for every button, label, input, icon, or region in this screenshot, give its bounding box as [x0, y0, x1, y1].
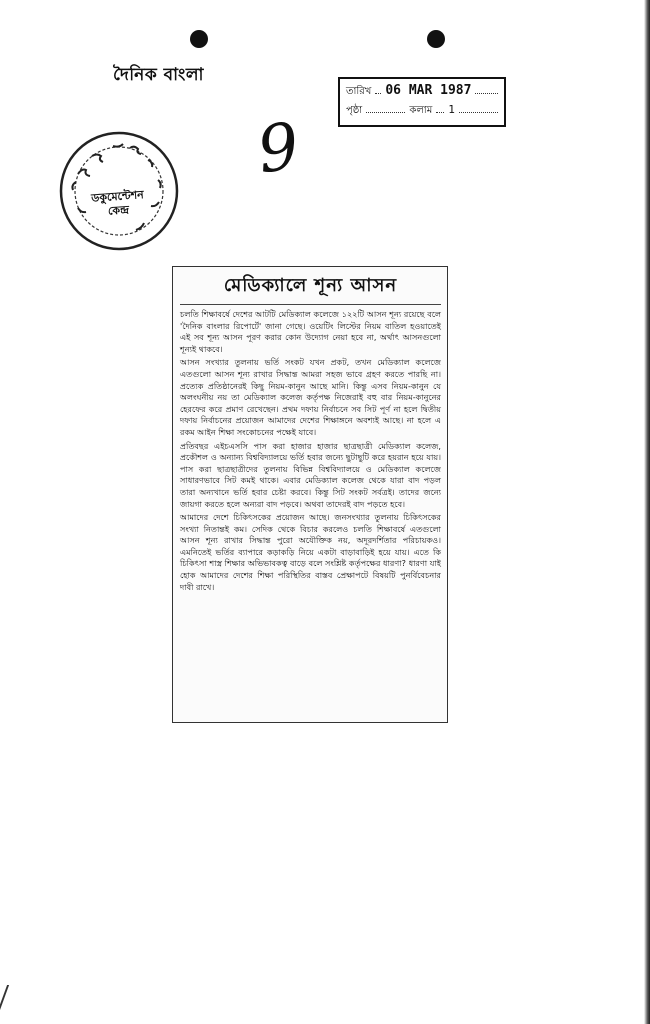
date-label: তারিখ [346, 86, 372, 97]
punch-hole-right [427, 30, 445, 48]
punch-hole-left [190, 30, 208, 48]
seal-text-line2: কেন্দ্র [107, 203, 130, 218]
date-value: 06 MAR 1987 [385, 83, 472, 98]
seal-text [81, 188, 155, 221]
scan-edge-shadow [644, 0, 650, 1024]
article-paragraph: আমাদের দেশে চিকিৎসকের প্রয়োজন আছে। জনসংখ্যার তুলনায় চিকিৎসকের সংখ্যা নিতান্তই কম। সেদিক থেকে বিচার করলেও চলতি শিক্ষাবর্ষে এতগুলো আসন শূন্য রাখার সিদ্ধান্ত পুরো অযৌক্তিক নয়, অদূরদর্শিতার পরিচায়কও। এমনিতেই ভর্তির ব্যাপারে কড়াকড়ি নিয়ে একটা বাড়াবাড়িই হয়ে যায়। এতে কি চিকিৎসা শাস্ত্র শিক্ষার অভিভাবকত্ব বাড়ে বলে সংশ্লিষ্ট কর্তৃপক্ষের ধারণা? ধারণা যাই হোক আমাদের দেশের শিক্ষা পরিস্থিতির বাস্তব প্রেক্ষাপটে বিষয়টি পুনর্বিবেচনার দাবী রাখে। [180, 512, 441, 592]
scan-edge-mark [0, 985, 19, 1024]
newspaper-clipping [172, 266, 448, 723]
newspaper-name: দৈনিক বাংলা [113, 65, 204, 85]
date-box [338, 77, 506, 127]
handwritten-number: 9 [253, 109, 304, 189]
column-value: 1 [448, 103, 455, 116]
seal-text-line1: ডকুমেন্টেশন [90, 188, 145, 205]
page-label: পৃষ্ঠা [346, 105, 363, 116]
article-paragraph: আসন সংখ্যার তুলনায় ভর্তি সংকট যখন প্রকট, তখন মেডিক্যাল কলেজে এতগুলো আসন শূন্য রাখার সিদ্ধান্ত আমরা সহজ ভাবে গ্রহণ করতে পারছি না। প্রত্যেক প্রতিষ্ঠানেরই কিছু নিয়ম-কানুন আছে মানি। কিন্তু এসব নিয়ম-কানুন যে অলংঘনীয় নয় তা মেডিক্যাল কলেজ কর্তৃপক্ষ নিজেরাই বহু বার নিয়ম-কানুনের হেরফের করে প্রমাণ রেখেছেন। প্রথম দফায় নির্বাচনে সব সিট পূর্ণ না হলে দ্বিতীয় দফায় নির্বাচনের প্রয়োজন আমাদের দেশের শিক্ষাঙ্গনে অবশ্যই আছে। না হলে এ রকম আইন শিক্ষা সংকোচনের পক্ষেই যাবে। [180, 357, 441, 437]
column-label: কলাম [409, 105, 433, 116]
article-paragraph: প্রতিবছর এইচএসসি পাস করা হাজার হাজার ছাত্রছাত্রী মেডিক্যাল কলেজ, প্রকৌশল ও অন্যান্য বিশ্ববিদ্যালয়ে ভর্তি হবার জন্যে ছুটাছুটি করে হয়রান হয়ে যায়। পাস করা ছাত্রছাত্রীদের তুলনায় বিভিন্ন বিশ্ববিদ্যালয়ে ও মেডিক্যাল কলেজে সাধারণভাবে সিট কমই থাকে। এবার মেডিক্যাল কলেজ থেকে যারা বাদ পড়ল তারা অন্যখানে ভর্তি হবার চেষ্টা করবে। কিন্তু সিট সংকট সর্বত্রই। তাদের জন্যে জায়গা করতে হলে অন্যরা বাদ পড়বে। অথবা তাদেরই বাদ পড়তে হবে। [180, 440, 441, 509]
article-headline: মেডিক্যালে শূন্য আসন [180, 271, 441, 305]
article-paragraph: চলতি শিক্ষাবর্ষে দেশের আটটি মেডিক্যাল কলেজে ১২২টি আসন শূন্য রয়েছে বলে 'দৈনিক বাংলার রিপোর্টে' জানা গেছে। ওয়েটিং লিস্টের নিয়ম বাতিল হওয়াতেই এই সব শূন্য আসন পূরণ করার কোন উদ্যোগ নেয়া হবে না, অর্থাৎ আসনগুলো শূন্যই থাকবে। [180, 309, 441, 354]
